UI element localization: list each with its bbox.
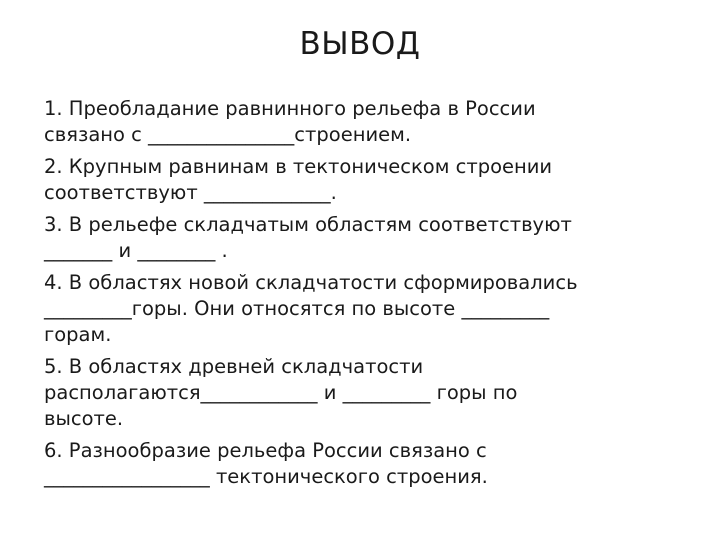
item-line: _______ и ________ . (44, 239, 228, 262)
conclusion-item-1 (44, 96, 684, 148)
item-line: связано с _______________строением. (44, 123, 412, 146)
item-line: 4. В областях новой складчатости сформировались (44, 271, 578, 294)
item-line: соответствуют _____________. (44, 181, 337, 204)
conclusion-item-6 (44, 438, 684, 490)
conclusion-item-5 (44, 354, 684, 432)
conclusion-item-2 (44, 154, 684, 206)
item-line: 3. В рельефе складчатым областям соответствуют (44, 213, 572, 236)
conclusion-item-3 (44, 212, 684, 264)
conclusion-item-4 (44, 270, 684, 348)
item-line: располагаются____________ и _________ горы по (44, 381, 518, 404)
conclusion-list (44, 96, 684, 496)
item-line: 1. Преобладание равнинного рельефа в России (44, 97, 536, 120)
item-line: 2. Крупным равнинам в тектоническом строении (44, 155, 553, 178)
slide-title: ВЫВОД (299, 26, 421, 62)
item-line: горам. (44, 323, 112, 346)
item-line: _________________ тектонического строения. (44, 465, 488, 488)
item-line: высоте. (44, 407, 124, 430)
item-line: 5. В областях древней складчатости (44, 355, 424, 378)
item-line: _________горы. Они относятся по высоте _________ (44, 297, 550, 320)
item-line: 6. Разнообразие рельефа России связано с (44, 439, 487, 462)
